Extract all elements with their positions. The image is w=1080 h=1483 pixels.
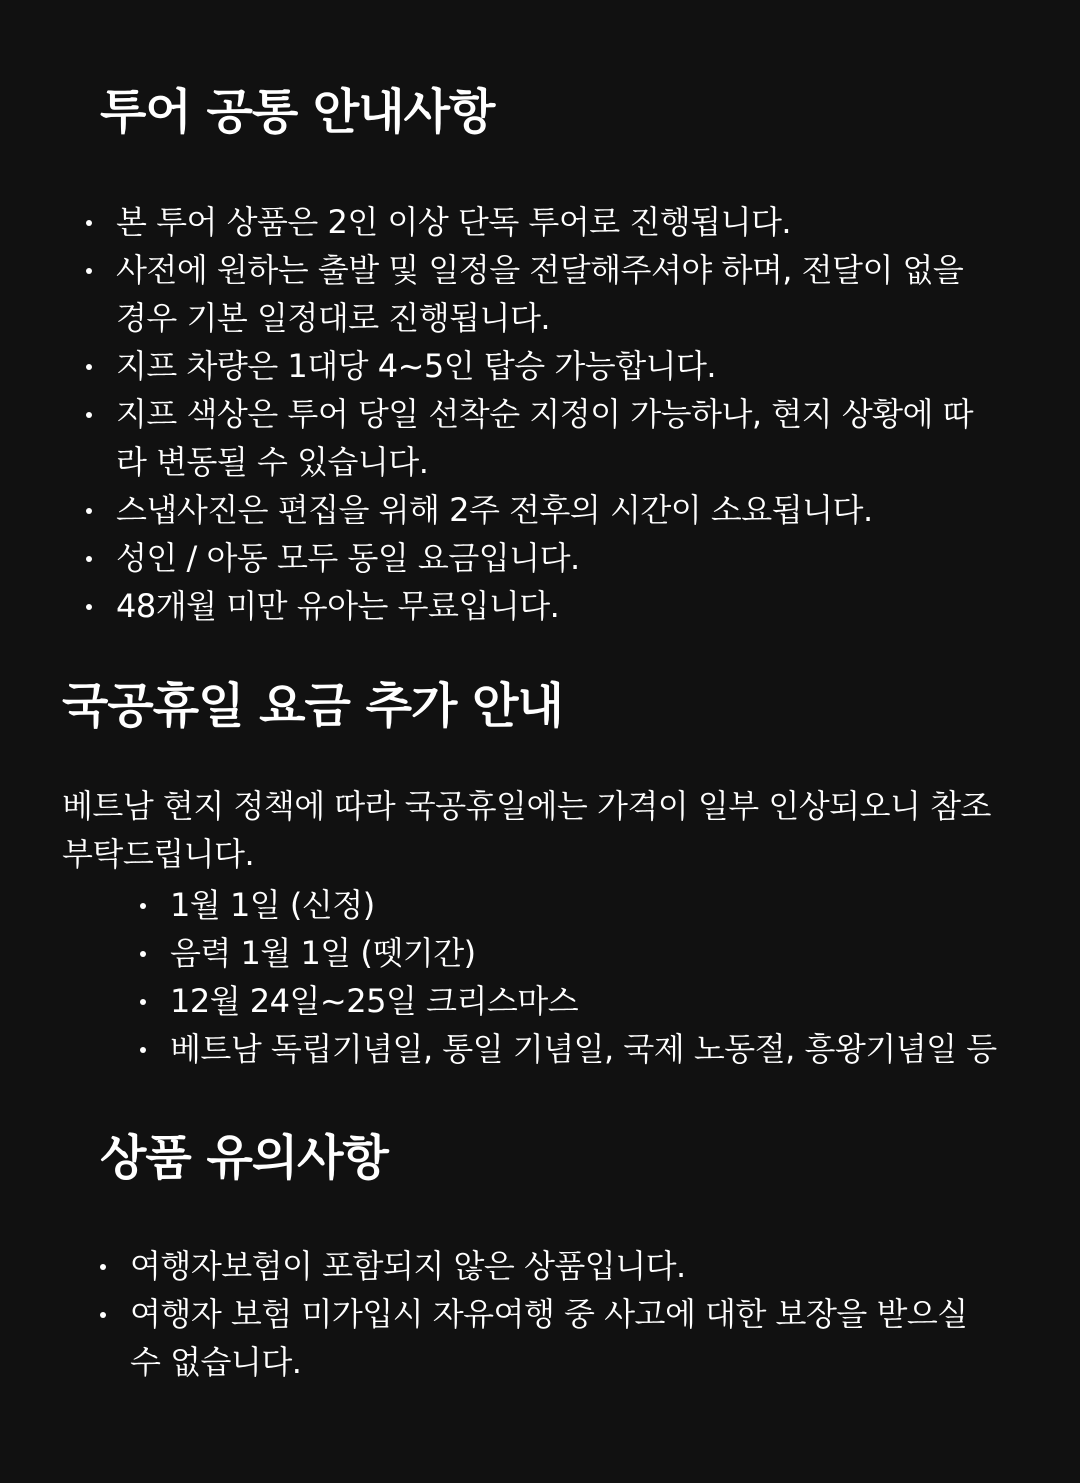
list-item: 음력 1월 1일 (뗏기간) (140, 929, 1040, 977)
list-item: 성인 / 아동 모두 동일 요금입니다. (86, 534, 986, 582)
section-title-tour-notice: 투어 공통 안내사항 (100, 84, 495, 140)
holiday-surcharge-intro: 베트남 현지 정책에 따라 국공휴일에는 가격이 일부 인상되오니 참조 부탁드립니다. (62, 787, 991, 873)
list-item: 1월 1일 (신정) (140, 881, 1040, 929)
tour-notice-list (86, 198, 986, 630)
section-title-holiday-surcharge: 국공휴일 요금 추가 안내 (62, 678, 563, 734)
list-item: 본 투어 상품은 2인 이상 단독 투어로 진행됩니다. (86, 198, 986, 246)
holiday-list (140, 881, 1040, 1073)
list-item: 사전에 원하는 출발 및 일정을 전달해주셔야 하며, 전달이 없을 경우 기본 일정대로 진행됩니다. (86, 246, 986, 342)
list-item: 베트남 독립기념일, 통일 기념일, 국제 노동절, 흥왕기념일 등 (140, 1025, 1040, 1073)
list-item: 지프 색상은 투어 당일 선착순 지정이 가능하나, 현지 상황에 따라 변동될 수 있습니다. (86, 390, 986, 486)
list-item: 지프 차량은 1대당 4~5인 탑승 가능합니다. (86, 342, 986, 390)
list-item: 스냅사진은 편집을 위해 2주 전후의 시간이 소요됩니다. (86, 486, 986, 534)
product-caution-list (100, 1242, 980, 1386)
list-item: 48개월 미만 유아는 무료입니다. (86, 582, 986, 630)
section-title-product-caution: 상품 유의사항 (100, 1130, 388, 1186)
list-item: 여행자보험이 포함되지 않은 상품입니다. (100, 1242, 980, 1290)
list-item: 12월 24일~25일 크리스마스 (140, 977, 1040, 1025)
list-item: 여행자 보험 미가입시 자유여행 중 사고에 대한 보장을 받으실 수 없습니다. (100, 1290, 980, 1386)
